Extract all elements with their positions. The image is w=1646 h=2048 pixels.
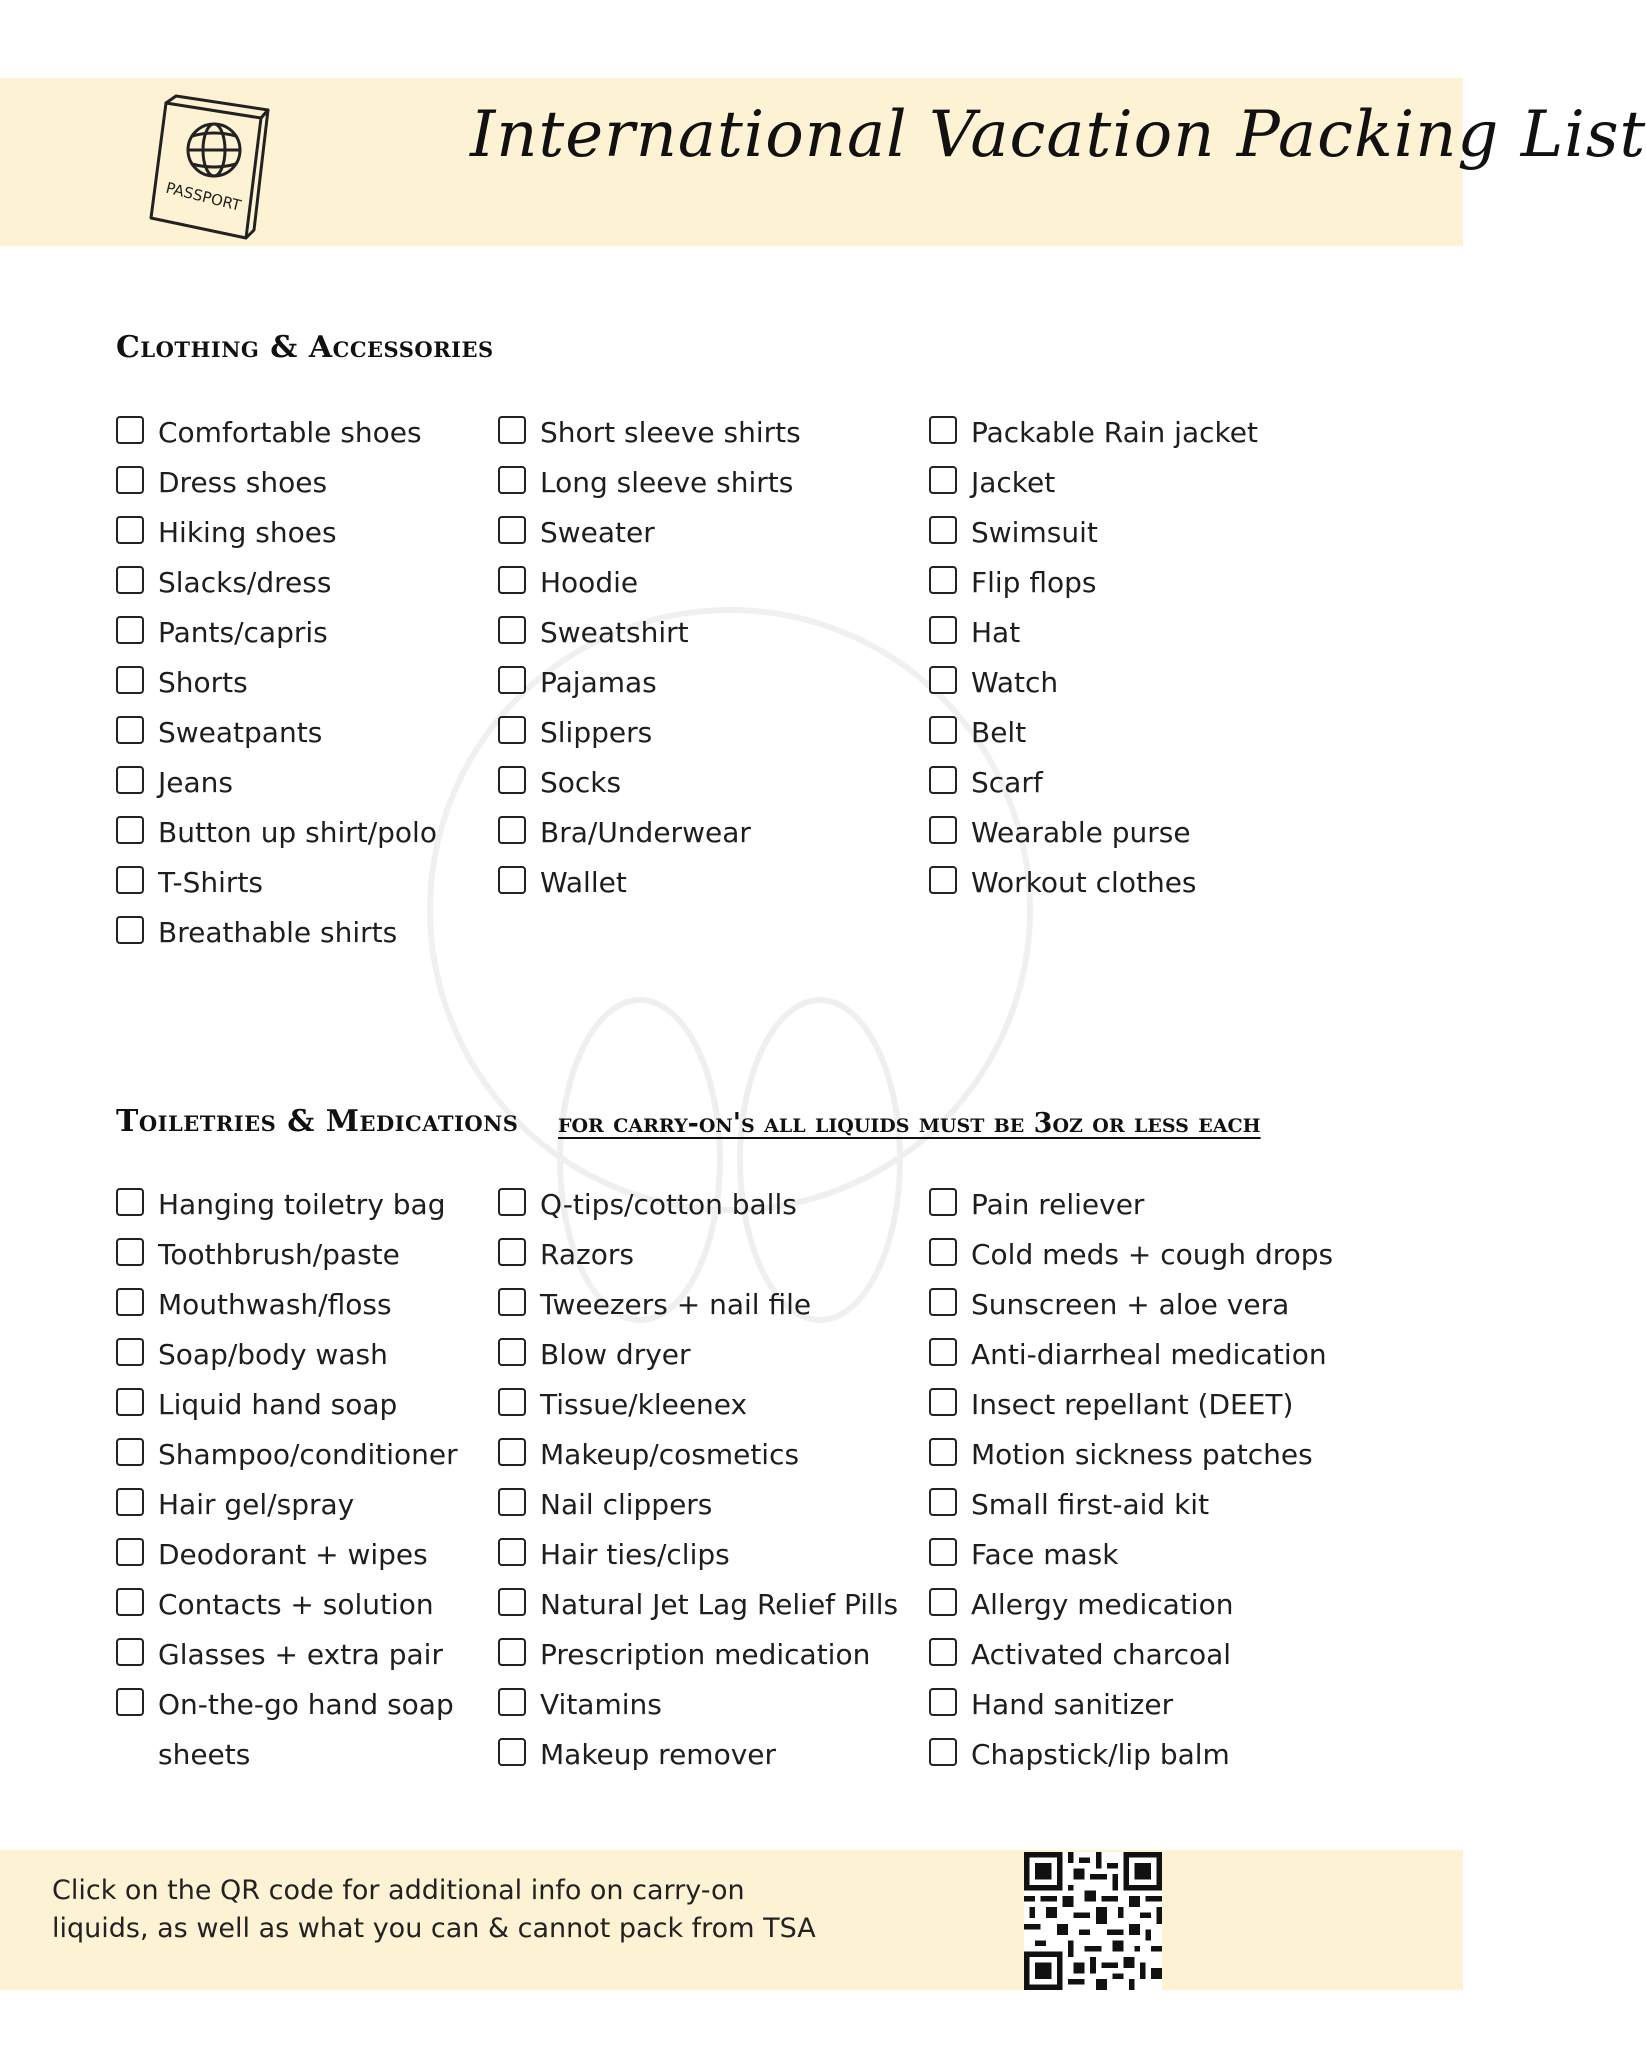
- toiletries-column-3: [929, 1180, 1333, 1780]
- item-label: Allergy medication: [971, 1588, 1234, 1621]
- checklist-item[interactable]: [929, 558, 1258, 608]
- item-label: Bra/Underwear: [540, 816, 751, 849]
- item-label: Razors: [540, 1238, 634, 1271]
- checkbox[interactable]: [498, 466, 526, 494]
- checklist-item[interactable]: [116, 858, 437, 908]
- passport-label: PASSPORT: [163, 178, 243, 215]
- item-label: Motion sickness patches: [971, 1438, 1313, 1471]
- checklist-item[interactable]: [498, 1430, 898, 1480]
- checkbox[interactable]: [116, 466, 144, 494]
- checkbox[interactable]: [498, 516, 526, 544]
- checklist-item[interactable]: [929, 458, 1258, 508]
- item-label: Hanging toiletry bag: [158, 1188, 446, 1221]
- checklist-item[interactable]: [116, 408, 437, 458]
- passport-icon: [136, 88, 286, 248]
- checklist-item[interactable]: [498, 1680, 898, 1730]
- checklist-item[interactable]: [116, 758, 437, 808]
- item-label: Sunscreen + aloe vera: [971, 1288, 1290, 1321]
- item-label: Short sleeve shirts: [540, 416, 801, 449]
- checklist-item[interactable]: [929, 1430, 1333, 1480]
- item-label: Toothbrush/paste: [158, 1238, 400, 1271]
- checklist-item[interactable]: [498, 408, 801, 458]
- checklist-item[interactable]: [929, 858, 1258, 908]
- item-label: Hiking shoes: [158, 516, 337, 549]
- checkbox[interactable]: [116, 1688, 144, 1716]
- checkbox[interactable]: [929, 1488, 957, 1516]
- item-label: Wearable purse: [971, 816, 1191, 849]
- checklist-item[interactable]: [498, 1280, 898, 1330]
- checklist-item[interactable]: [929, 1380, 1333, 1430]
- item-label: Hand sanitizer: [971, 1688, 1174, 1721]
- item-label: Belt: [971, 716, 1027, 749]
- checkbox[interactable]: [116, 766, 144, 794]
- item-label: Prescription medication: [540, 1638, 871, 1671]
- item-label: Liquid hand soap: [158, 1388, 398, 1421]
- checkbox[interactable]: [498, 566, 526, 594]
- item-label: Mouthwash/floss: [158, 1288, 392, 1321]
- checkbox[interactable]: [498, 1188, 526, 1216]
- checkbox[interactable]: [929, 1388, 957, 1416]
- checklist-item[interactable]: [116, 1180, 498, 1230]
- item-label: Deodorant + wipes: [158, 1538, 428, 1571]
- item-label: Contacts + solution: [158, 1588, 434, 1621]
- checklist-item[interactable]: [116, 1230, 498, 1280]
- item-label: Nail clippers: [540, 1488, 713, 1521]
- checkbox[interactable]: [116, 1488, 144, 1516]
- checklist-item[interactable]: [116, 558, 437, 608]
- clothing-column-2: [498, 408, 801, 908]
- checkbox[interactable]: [116, 1338, 144, 1366]
- item-label: Blow dryer: [540, 1338, 691, 1371]
- checklist-item[interactable]: [498, 458, 801, 508]
- item-label: Button up shirt/polo: [158, 816, 437, 849]
- checkbox[interactable]: [498, 766, 526, 794]
- toiletries-column-2: [498, 1180, 898, 1780]
- checkbox[interactable]: [929, 1688, 957, 1716]
- checkbox[interactable]: [498, 1688, 526, 1716]
- item-label: Q-tips/cotton balls: [540, 1188, 797, 1221]
- checkbox[interactable]: [116, 1538, 144, 1566]
- checklist-item[interactable]: [116, 508, 437, 558]
- checkbox[interactable]: [498, 616, 526, 644]
- item-label: Swimsuit: [971, 516, 1098, 549]
- item-label: Comfortable shoes: [158, 416, 422, 449]
- checklist-item[interactable]: [929, 1230, 1333, 1280]
- checklist-item[interactable]: [498, 608, 801, 658]
- item-label: Packable Rain jacket: [971, 416, 1258, 449]
- checklist-item[interactable]: [116, 1530, 498, 1580]
- qr-code-icon[interactable]: [1024, 1852, 1162, 1990]
- item-label: Tissue/kleenex: [540, 1388, 748, 1421]
- checklist-item[interactable]: [116, 1330, 498, 1380]
- checkbox[interactable]: [498, 1638, 526, 1666]
- item-label: Scarf: [971, 766, 1043, 799]
- checkbox[interactable]: [929, 866, 957, 894]
- item-label: Pants/capris: [158, 616, 328, 649]
- checklist-item[interactable]: [498, 558, 801, 608]
- page-title: International Vacation Packing List: [470, 98, 1646, 172]
- checklist-item[interactable]: [498, 1630, 898, 1680]
- checklist-item[interactable]: [929, 1530, 1333, 1580]
- checkbox[interactable]: [116, 416, 144, 444]
- checkbox[interactable]: [929, 1188, 957, 1216]
- item-label: On-the-go hand soap sheets: [158, 1688, 454, 1771]
- liquids-note: for carry-on's all liquids must be 3oz or less each: [558, 1108, 1261, 1139]
- checkbox[interactable]: [116, 566, 144, 594]
- checklist-item[interactable]: [498, 1580, 898, 1630]
- checkbox[interactable]: [498, 1438, 526, 1466]
- checklist-item[interactable]: [929, 408, 1258, 458]
- checkbox[interactable]: [498, 866, 526, 894]
- item-label: Pain reliever: [971, 1188, 1145, 1221]
- checkbox[interactable]: [116, 1188, 144, 1216]
- checklist-item[interactable]: [929, 658, 1258, 708]
- item-label: Dress shoes: [158, 466, 328, 499]
- item-label: Flip flops: [971, 566, 1097, 599]
- checklist-item[interactable]: [498, 1230, 898, 1280]
- item-label: Long sleeve shirts: [540, 466, 794, 499]
- item-label: Socks: [540, 766, 622, 799]
- checkbox[interactable]: [929, 516, 957, 544]
- checklist-item[interactable]: [498, 1480, 898, 1530]
- clothing-column-1: [116, 408, 437, 958]
- checklist-item[interactable]: [929, 1680, 1333, 1730]
- checkbox[interactable]: [929, 1638, 957, 1666]
- checkbox[interactable]: [498, 716, 526, 744]
- checkbox[interactable]: [929, 416, 957, 444]
- item-label: Face mask: [971, 1538, 1119, 1571]
- checkbox[interactable]: [929, 1338, 957, 1366]
- item-label: Activated charcoal: [971, 1638, 1232, 1671]
- checklist-item[interactable]: [116, 1480, 498, 1530]
- checkbox[interactable]: [929, 766, 957, 794]
- checklist-item[interactable]: [929, 1730, 1333, 1780]
- item-label: Slippers: [540, 716, 653, 749]
- checkbox[interactable]: [498, 1588, 526, 1616]
- checklist-item[interactable]: [498, 858, 801, 908]
- checkbox[interactable]: [498, 1238, 526, 1266]
- checkbox[interactable]: [116, 1388, 144, 1416]
- footer-line-1: Click on the QR code for additional info on carry-on: [52, 1875, 745, 1906]
- checkbox[interactable]: [498, 416, 526, 444]
- item-label: Hoodie: [540, 566, 639, 599]
- item-label: Breathable shirts: [158, 916, 398, 949]
- checkbox[interactable]: [498, 1538, 526, 1566]
- checklist-item[interactable]: [929, 1630, 1333, 1680]
- checkbox[interactable]: [498, 1338, 526, 1366]
- clothing-column-3: [929, 408, 1258, 908]
- checklist-item[interactable]: [929, 1480, 1333, 1530]
- item-label: Tweezers + nail file: [540, 1288, 812, 1321]
- checklist-item[interactable]: [116, 1430, 498, 1480]
- checklist-item[interactable]: [498, 758, 801, 808]
- checkbox[interactable]: [116, 1238, 144, 1266]
- checkbox[interactable]: [116, 1588, 144, 1616]
- checkbox[interactable]: [498, 1738, 526, 1766]
- checkbox[interactable]: [929, 1588, 957, 1616]
- toiletries-column-1: [116, 1180, 498, 1780]
- checkbox[interactable]: [929, 616, 957, 644]
- checklist-item[interactable]: [116, 1630, 498, 1680]
- checkbox[interactable]: [498, 666, 526, 694]
- item-label: Makeup remover: [540, 1738, 777, 1771]
- checkbox[interactable]: [116, 866, 144, 894]
- item-label: Anti-diarrheal medication: [971, 1338, 1327, 1371]
- checkbox[interactable]: [929, 1438, 957, 1466]
- checkbox[interactable]: [929, 1288, 957, 1316]
- checkbox[interactable]: [929, 1738, 957, 1766]
- checklist-item[interactable]: [929, 1330, 1333, 1380]
- checklist-item[interactable]: [116, 1280, 498, 1330]
- item-label: Sweater: [540, 516, 655, 549]
- checkbox[interactable]: [929, 716, 957, 744]
- item-label: Makeup/cosmetics: [540, 1438, 800, 1471]
- item-label: Sweatpants: [158, 716, 323, 749]
- checkbox[interactable]: [116, 616, 144, 644]
- checklist-item[interactable]: [498, 508, 801, 558]
- toiletries-heading: Toiletries & Medications: [116, 1104, 519, 1139]
- checklist-item[interactable]: [929, 808, 1258, 858]
- checkbox[interactable]: [929, 1538, 957, 1566]
- checklist-item[interactable]: [498, 808, 801, 858]
- clothing-heading: Clothing & Accessories: [116, 330, 494, 365]
- checklist-item[interactable]: [929, 508, 1258, 558]
- checklist-item[interactable]: [929, 758, 1258, 808]
- checklist-item[interactable]: [116, 1580, 498, 1630]
- checklist-item[interactable]: [929, 708, 1258, 758]
- checklist-item[interactable]: [498, 1530, 898, 1580]
- checklist-item[interactable]: [929, 1580, 1333, 1630]
- checklist-item[interactable]: [116, 808, 437, 858]
- checkbox[interactable]: [498, 816, 526, 844]
- checklist-item[interactable]: [116, 708, 437, 758]
- item-label: Pajamas: [540, 666, 657, 699]
- checklist-item[interactable]: [116, 458, 437, 508]
- item-label: Small first-aid kit: [971, 1488, 1210, 1521]
- checklist-item[interactable]: [929, 1180, 1333, 1230]
- checklist-item[interactable]: [116, 608, 437, 658]
- checkbox[interactable]: [929, 666, 957, 694]
- checkbox[interactable]: [498, 1288, 526, 1316]
- item-label: Hat: [971, 616, 1021, 649]
- item-label: Workout clothes: [971, 866, 1197, 899]
- checkbox[interactable]: [498, 1488, 526, 1516]
- checklist-item[interactable]: [498, 1380, 898, 1430]
- item-label: Glasses + extra pair: [158, 1638, 443, 1671]
- item-label: Hair ties/clips: [540, 1538, 730, 1571]
- checkbox[interactable]: [929, 466, 957, 494]
- footer-line-2: liquids, as well as what you can & cannot pack from TSA: [52, 1913, 816, 1944]
- checklist-item[interactable]: [116, 1680, 498, 1780]
- checkbox[interactable]: [929, 566, 957, 594]
- checklist-item[interactable]: [498, 1330, 898, 1380]
- checkbox[interactable]: [116, 1288, 144, 1316]
- footer-note: [52, 1872, 952, 1948]
- item-label: T-Shirts: [158, 866, 264, 899]
- checkbox[interactable]: [116, 1438, 144, 1466]
- checklist-item[interactable]: [929, 1280, 1333, 1330]
- item-label: Watch: [971, 666, 1059, 699]
- item-label: Shampoo/conditioner: [158, 1438, 458, 1471]
- item-label: Wallet: [540, 866, 627, 899]
- checklist-item[interactable]: [498, 1180, 898, 1230]
- checklist-item[interactable]: [929, 608, 1258, 658]
- checklist-item[interactable]: [498, 708, 801, 758]
- item-label: Hair gel/spray: [158, 1488, 355, 1521]
- checkbox[interactable]: [116, 666, 144, 694]
- checkbox[interactable]: [116, 1638, 144, 1666]
- item-label: Natural Jet Lag Relief Pills: [540, 1588, 899, 1621]
- item-label: Chapstick/lip balm: [971, 1738, 1230, 1771]
- checklist-item[interactable]: [498, 658, 801, 708]
- checkbox[interactable]: [929, 1238, 957, 1266]
- checklist-item[interactable]: [116, 908, 437, 958]
- checklist-item[interactable]: [116, 1380, 498, 1430]
- item-label: Shorts: [158, 666, 248, 699]
- item-label: Soap/body wash: [158, 1338, 388, 1371]
- checkbox[interactable]: [116, 916, 144, 944]
- item-label: Jacket: [971, 466, 1056, 499]
- item-label: Vitamins: [540, 1688, 662, 1721]
- item-label: Jeans: [158, 766, 233, 799]
- checkbox[interactable]: [116, 516, 144, 544]
- item-label: Sweatshirt: [540, 616, 689, 649]
- checkbox[interactable]: [498, 1388, 526, 1416]
- checklist-item[interactable]: [498, 1730, 898, 1780]
- item-label: Insect repellant (DEET): [971, 1388, 1294, 1421]
- checkbox[interactable]: [116, 716, 144, 744]
- checklist-item[interactable]: [116, 658, 437, 708]
- item-label: Slacks/dress: [158, 566, 332, 599]
- checkbox[interactable]: [116, 816, 144, 844]
- checkbox[interactable]: [929, 816, 957, 844]
- item-label: Cold meds + cough drops: [971, 1238, 1334, 1271]
